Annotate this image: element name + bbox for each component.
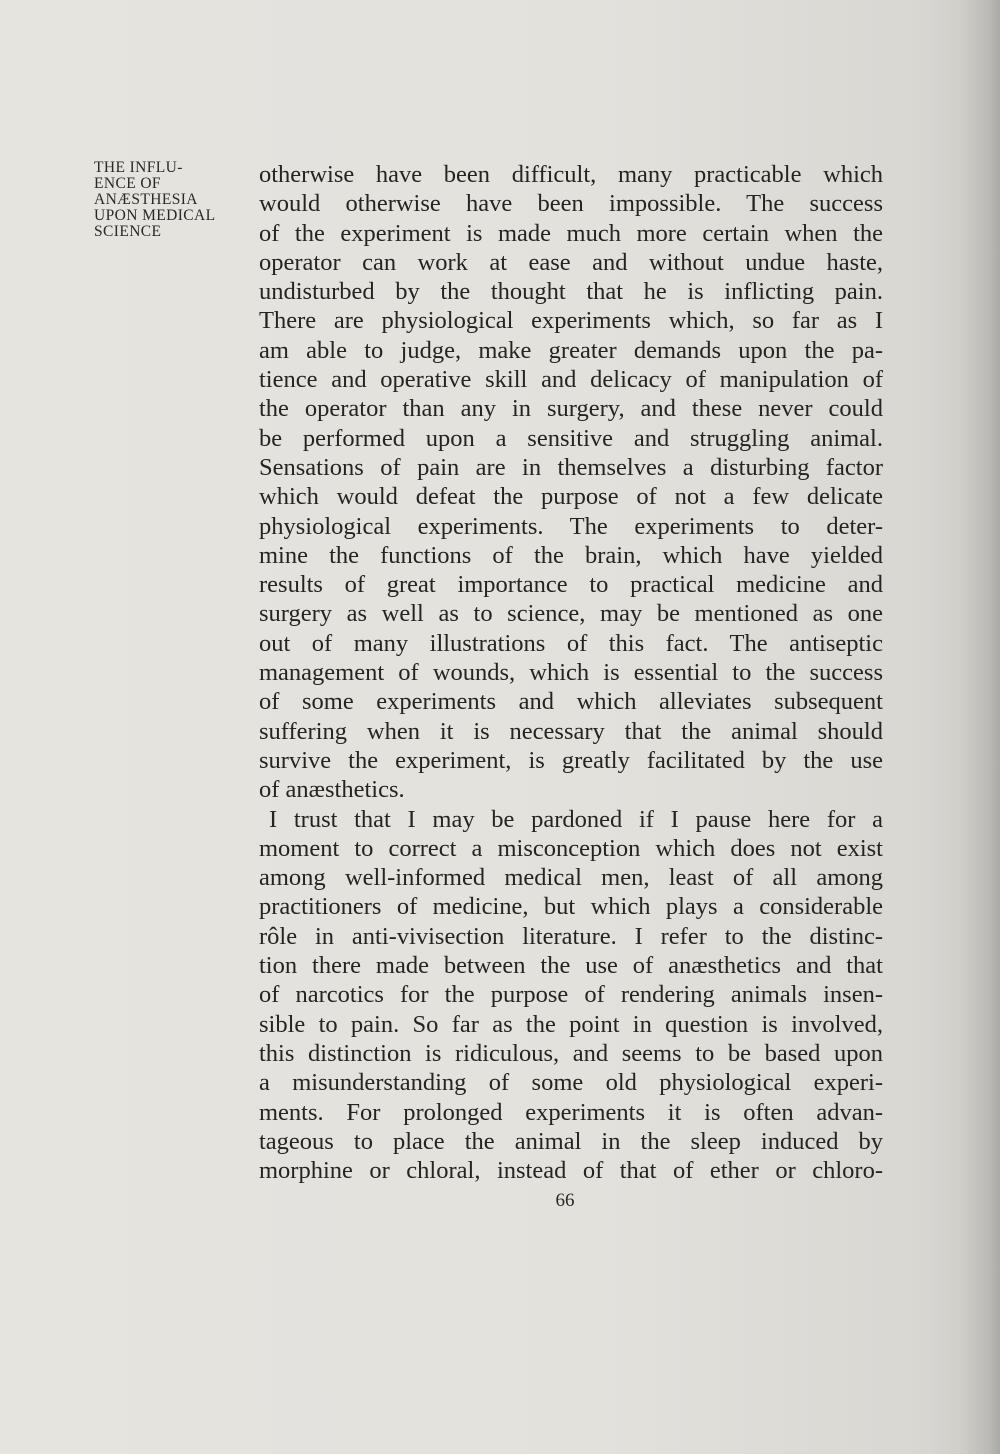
text-line: this distinction is ridiculous, and seems to be based upon bbox=[259, 1039, 883, 1067]
text-line: would otherwise have been impossible. The success bbox=[259, 190, 883, 218]
page-number: 66 bbox=[555, 1190, 575, 1211]
text-line: moment to correct a misconception which does not exist bbox=[259, 834, 883, 862]
text-line: ments. For prolonged experiments it is often advan- bbox=[259, 1098, 883, 1126]
text-line: among well-informed medical men, least of all among bbox=[259, 864, 883, 892]
margin-note-line: SCIENCE bbox=[94, 223, 162, 240]
text-line: tion there made between the use of anæsthetics and that bbox=[259, 952, 883, 980]
text-line: sible to pain. So far as the point in question is involved, bbox=[259, 1010, 883, 1038]
text-line: a misunderstanding of some old physiological experi- bbox=[259, 1069, 883, 1097]
body-text bbox=[259, 160, 883, 1185]
text-line: management of wounds, which is essential to the success bbox=[259, 659, 883, 687]
text-line: physiological experiments. The experiments to deter- bbox=[259, 512, 883, 540]
margin-note-line: ENCE OF bbox=[94, 175, 161, 192]
margin-note-line: ANÆSTHESIA bbox=[94, 191, 198, 208]
text-line: of narcotics for the purpose of rendering animals insen- bbox=[259, 981, 883, 1009]
margin-note bbox=[94, 160, 264, 240]
text-line: out of many illustrations of this fact. The antiseptic bbox=[259, 629, 883, 657]
text-line: the operator than any in surgery, and these never could bbox=[259, 395, 883, 423]
text-line: of the experiment is made much more certain when the bbox=[259, 219, 883, 247]
text-line: am able to judge, make greater demands upon the pa- bbox=[259, 336, 883, 364]
margin-note-line: UPON MEDICAL bbox=[94, 207, 216, 224]
text-line: undisturbed by the thought that he is inflicting pain. bbox=[259, 278, 883, 306]
text-line: There are physiological experiments which, so far as I bbox=[259, 307, 883, 335]
text-line: mine the functions of the brain, which have yielded bbox=[259, 541, 883, 569]
text-line: be performed upon a sensitive and struggling animal. bbox=[259, 424, 883, 452]
text-line: morphine or chloral, instead of that of ether or chloro- bbox=[259, 1157, 883, 1185]
text-line: results of great importance to practical medicine and bbox=[259, 571, 883, 599]
text-line: operator can work at ease and without undue haste, bbox=[259, 248, 883, 276]
margin-note-line: THE INFLU- bbox=[94, 159, 183, 176]
text-line: which would defeat the purpose of not a few delicate bbox=[259, 483, 883, 511]
paragraph-end-line: of anæsthetics. bbox=[259, 776, 405, 804]
text-line: suffering when it is necessary that the animal should bbox=[259, 717, 883, 745]
text-line: otherwise have been difficult, many practicable which bbox=[259, 161, 883, 188]
text-line: practitioners of medicine, but which plays a considerable bbox=[259, 893, 883, 921]
text-line: surgery as well as to science, may be mentioned as one bbox=[259, 600, 883, 628]
text-line: tience and operative skill and delicacy of manipulation of bbox=[259, 366, 883, 394]
paragraph-start-line: I trust that I may be pardoned if I pause here for a bbox=[269, 805, 883, 833]
text-line: rôle in anti-vivisection literature. I refer to the distinc- bbox=[259, 922, 883, 950]
page-gutter-shadow bbox=[960, 0, 1000, 1454]
text-line: survive the experiment, is greatly facilitated by the use bbox=[259, 746, 883, 774]
text-line: of some experiments and which alleviates subsequent bbox=[259, 688, 883, 716]
text-line: tageous to place the animal in the sleep induced by bbox=[259, 1127, 883, 1155]
text-line: Sensations of pain are in themselves a disturbing factor bbox=[259, 453, 883, 481]
